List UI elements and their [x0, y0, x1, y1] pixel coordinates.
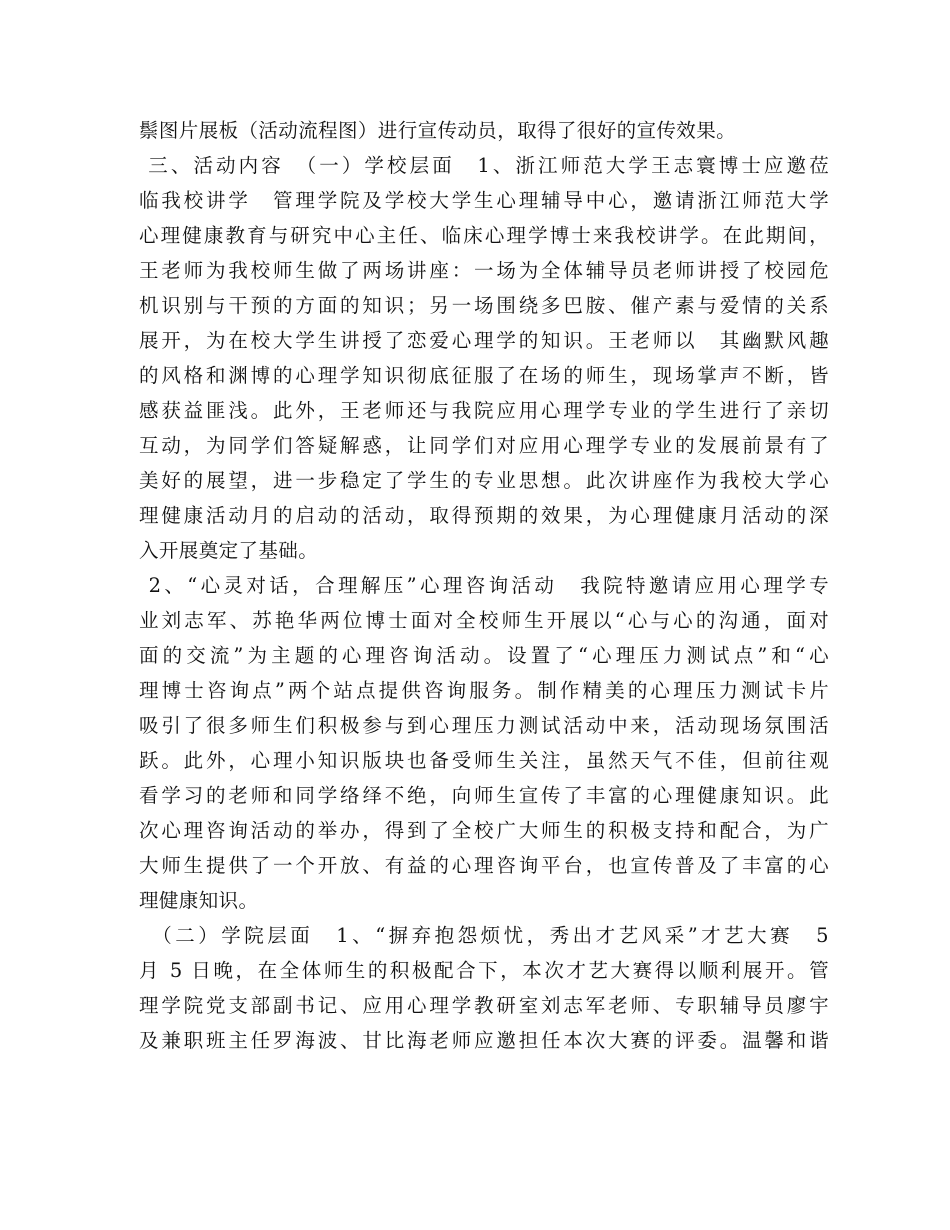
text-line: 美好的展望，进一步稳定了学生的专业思想。此次讲座作为我校大学心 — [139, 469, 829, 492]
text-line: 临我校讲学 管理学院及学校大学生心理辅导中心，邀请浙江师范大学 — [139, 189, 829, 212]
text-line: 2、“心灵对话，合理解压”心理咨询活动 我院特邀请应用心理学专 — [139, 574, 829, 597]
text-line: 鬃图片展板（活动流程图）进行宣传动员，取得了很好的宣传效果。 — [139, 119, 737, 142]
text-line: 跃。此外，心理小知识版块也备受师生关注，虽然天气不佳，但前往观 — [139, 749, 829, 772]
text-line: 月 5 日晚，在全体师生的积极配合下，本次才艺大赛得以顺利展开。管 — [139, 959, 829, 982]
text-line: 吸引了很多师生们积极参与到心理压力测试活动中来，活动现场氛围活 — [139, 714, 829, 737]
text-line: 大师生提供了一个开放、有益的心理咨询平台，也宣传普及了丰富的心 — [139, 854, 829, 877]
text-line: 看学习的老师和同学络绎不绝，向师生宣传了丰富的心理健康知识。此 — [139, 784, 829, 807]
text-line: 理健康知识。 — [139, 889, 259, 912]
text-line: 机识别与干预的方面的知识；另一场围绕多巴胺、催产素与爱情的关系 — [139, 294, 829, 317]
text-line: 次心理咨询活动的举办，得到了全校广大师生的积极支持和配合，为广 — [139, 819, 829, 842]
text-line: 心理健康教育与研究中心主任、临床心理学博士来我校讲学。在此期间， — [139, 224, 829, 247]
text-line: 的风格和渊博的心理学知识彻底征服了在场的师生，现场掌声不断，皆 — [139, 364, 829, 387]
text-line: （二）学院层面 1、“摒弃抱怨烦忧，秀出才艺风采”才艺大赛 5 — [139, 924, 829, 947]
text-line: 展开，为在校大学生讲授了恋爱心理学的知识。王老师以 其幽默风趣 — [139, 329, 829, 352]
text-line: 理学院党支部副书记、应用心理学教研室刘志军老师、专职辅导员廖宇 — [139, 994, 829, 1017]
text-line: 王老师为我校师生做了两场讲座：一场为全体辅导员老师讲授了校园危 — [139, 259, 829, 282]
text-line: 入开展奠定了基础。 — [139, 539, 319, 562]
text-line: 面的交流”为主题的心理咨询活动。设置了“心理压力测试点”和“心 — [139, 644, 829, 667]
body-text — [139, 113, 829, 1058]
text-line: 及兼职班主任罗海波、甘比海老师应邀担任本次大赛的评委。温馨和谐 — [139, 1029, 829, 1052]
text-line: 理博士咨询点”两个站点提供咨询服务。制作精美的心理压力测试卡片 — [139, 679, 829, 702]
text-line: 三、活动内容 （一）学校层面 1、浙江师范大学王志寰博士应邀莅 — [139, 154, 829, 177]
text-line: 业刘志军、苏艳华两位博士面对全校师生开展以“心与心的沟通，面对 — [139, 609, 829, 632]
text-line: 感获益匪浅。此外，王老师还与我院应用心理学专业的学生进行了亲切 — [139, 399, 829, 422]
text-line: 互动，为同学们答疑解惑，让同学们对应用心理学专业的发展前景有了 — [139, 434, 829, 457]
text-line: 理健康活动月的启动的活动，取得预期的效果，为心理健康月活动的深 — [139, 504, 829, 527]
